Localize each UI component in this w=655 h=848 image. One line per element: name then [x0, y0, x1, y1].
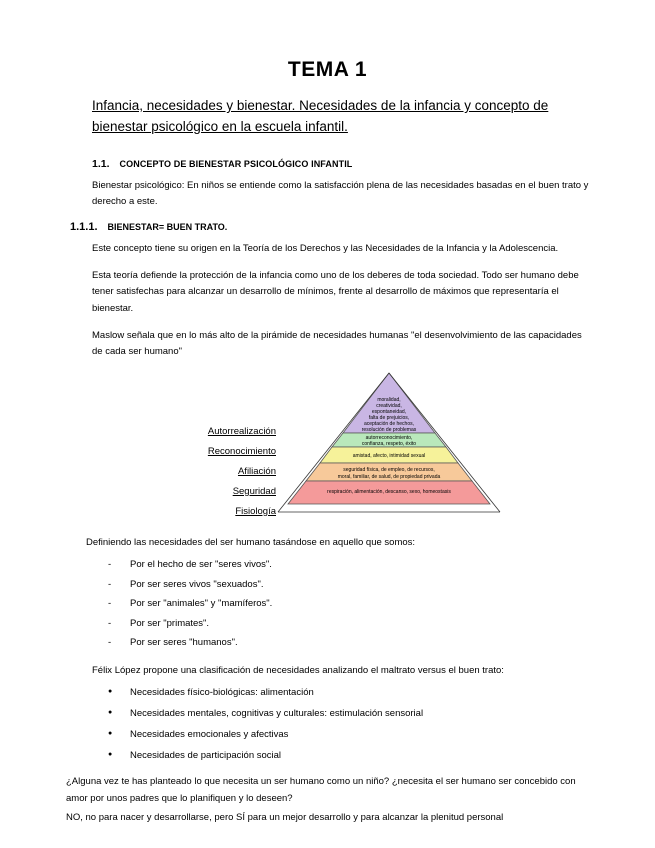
svg-text:falta de prejuicios,: falta de prejuicios, [368, 414, 410, 421]
needs-list [56, 555, 599, 652]
pyramid-level-labels [166, 427, 276, 527]
svg-text:seguridad física, de empleo, d: seguridad física, de empleo, de recursos, [343, 466, 435, 473]
svg-text:respiración, alimentación, des: respiración, alimentación, descanso, sexo, homeostasis [327, 488, 451, 495]
svg-text:espontaneidad,: espontaneidad, [371, 408, 407, 415]
section-title: CONCEPTO DE BIENESTAR PSICOLÓGICO INFANTIL [119, 158, 353, 169]
pyramid-text-seguridad [338, 467, 441, 480]
list-item: - Por ser seres "humanos". [130, 633, 599, 652]
section-number: 1.1. [92, 157, 110, 170]
svg-text:creatividad,: creatividad, [376, 402, 402, 409]
subsection-title: BIENESTAR= BUEN TRATO. [107, 222, 228, 233]
lopez-intro: Félix López propone una clasificación de necesidades analizando el maltrato versus el buen trato: [92, 664, 504, 676]
needs-intro: Definiendo las necesidades del ser humano tasándose en aquello que somos: [86, 536, 416, 548]
subsection-paragraph-1: Este concepto tiene su origen en la Teoría de los Derechos y las Necesidades de la Infancia y la Adolescencia. [92, 243, 559, 255]
pyramid-label-afiliacion: Afiliación [237, 465, 276, 477]
page-title: TEMA 1 [287, 58, 368, 81]
closing-question: ¿Alguna vez te has planteado lo que necesita un ser humano como un niño? ¿necesita el ser humano ser concebido con amor por unos padres que lo planifiquen y lo deseen? [66, 776, 576, 805]
pyramid-svg [274, 371, 504, 521]
pyramid-text-afiliacion [353, 453, 426, 459]
svg-text:confianza, respeto, éxito: confianza, respeto, éxito [361, 440, 417, 447]
subsection-paragraph-3: Maslow señala que en lo más alto de la pirámide de necesidades humanas "el desenvolvimiento de las capacidades de cada ser humano" [92, 329, 582, 358]
list-item: - Por el hecho de ser "seres vivos". [130, 555, 599, 574]
maslow-pyramid-figure [56, 371, 599, 531]
list-item: - Por ser "animales" y "mamíferos". [130, 594, 599, 613]
subsection-number: 1.1.1. [70, 221, 98, 234]
svg-text:moral, familiar, de salud, de: moral, familiar, de salud, de propiedad privada [337, 473, 441, 480]
list-item: ● Necesidades físico-biológicas: alimentación [130, 683, 599, 704]
pyramid-label-seguridad: Seguridad [232, 485, 276, 497]
list-item: ● Necesidades mentales, cognitivas y culturales: estimulación sensorial [130, 704, 599, 725]
pyramid-label-autorrealizacion: Autorrealización [207, 425, 276, 437]
list-item: - Por ser seres vivos "sexuados". [130, 575, 599, 594]
document-subtitle: Infancia, necesidades y bienestar. Necesidades de la infancia y concepto de bienestar psicológico en la escuela infantil. [92, 98, 549, 134]
section-heading [56, 158, 599, 170]
subsection-paragraph-2: Esta teoría defiende la protección de la infancia como uno de los deberes de toda sociedad. Todo ser humano debe tener satisfechas para alcanzar un desarrollo de mínimos, frente al desarrollo de máximos que representaría el bienestar. [92, 269, 579, 314]
pyramid-text-reconocimiento [362, 435, 416, 447]
list-item: ● Necesidades emocionales y afectivas [130, 725, 599, 746]
svg-text:aceptación de hechos,: aceptación de hechos, [363, 420, 415, 427]
pyramid-label-reconocimiento: Reconocimiento [207, 445, 276, 457]
svg-text:moralidad,: moralidad, [377, 396, 401, 403]
svg-text:autorreconocimiento,: autorreconocimiento, [365, 434, 413, 441]
pyramid-label-fisiologia: Fisiología [235, 505, 276, 517]
section-paragraph: Bienestar psicológico: En niños se entiende como la satisfacción plena de las necesidades basadas en el buen trato y derecho a este. [92, 179, 589, 208]
svg-text:resolución de problemas: resolución de problemas [361, 426, 417, 433]
svg-text:amistad, afecto, intimidad sex: amistad, afecto, intimidad sexual [352, 452, 426, 459]
subsection-heading [56, 221, 599, 233]
lopez-needs-list [56, 683, 599, 767]
list-item: - Por ser "primates". [130, 614, 599, 633]
list-item: ● Necesidades de participación social [130, 746, 599, 767]
pyramid-text-fisiologia [327, 489, 451, 495]
closing-answer: NO, no para nacer y desarrollarse, pero SÍ para un mejor desarrollo y para alcanzar la plenitud personal [66, 812, 504, 824]
